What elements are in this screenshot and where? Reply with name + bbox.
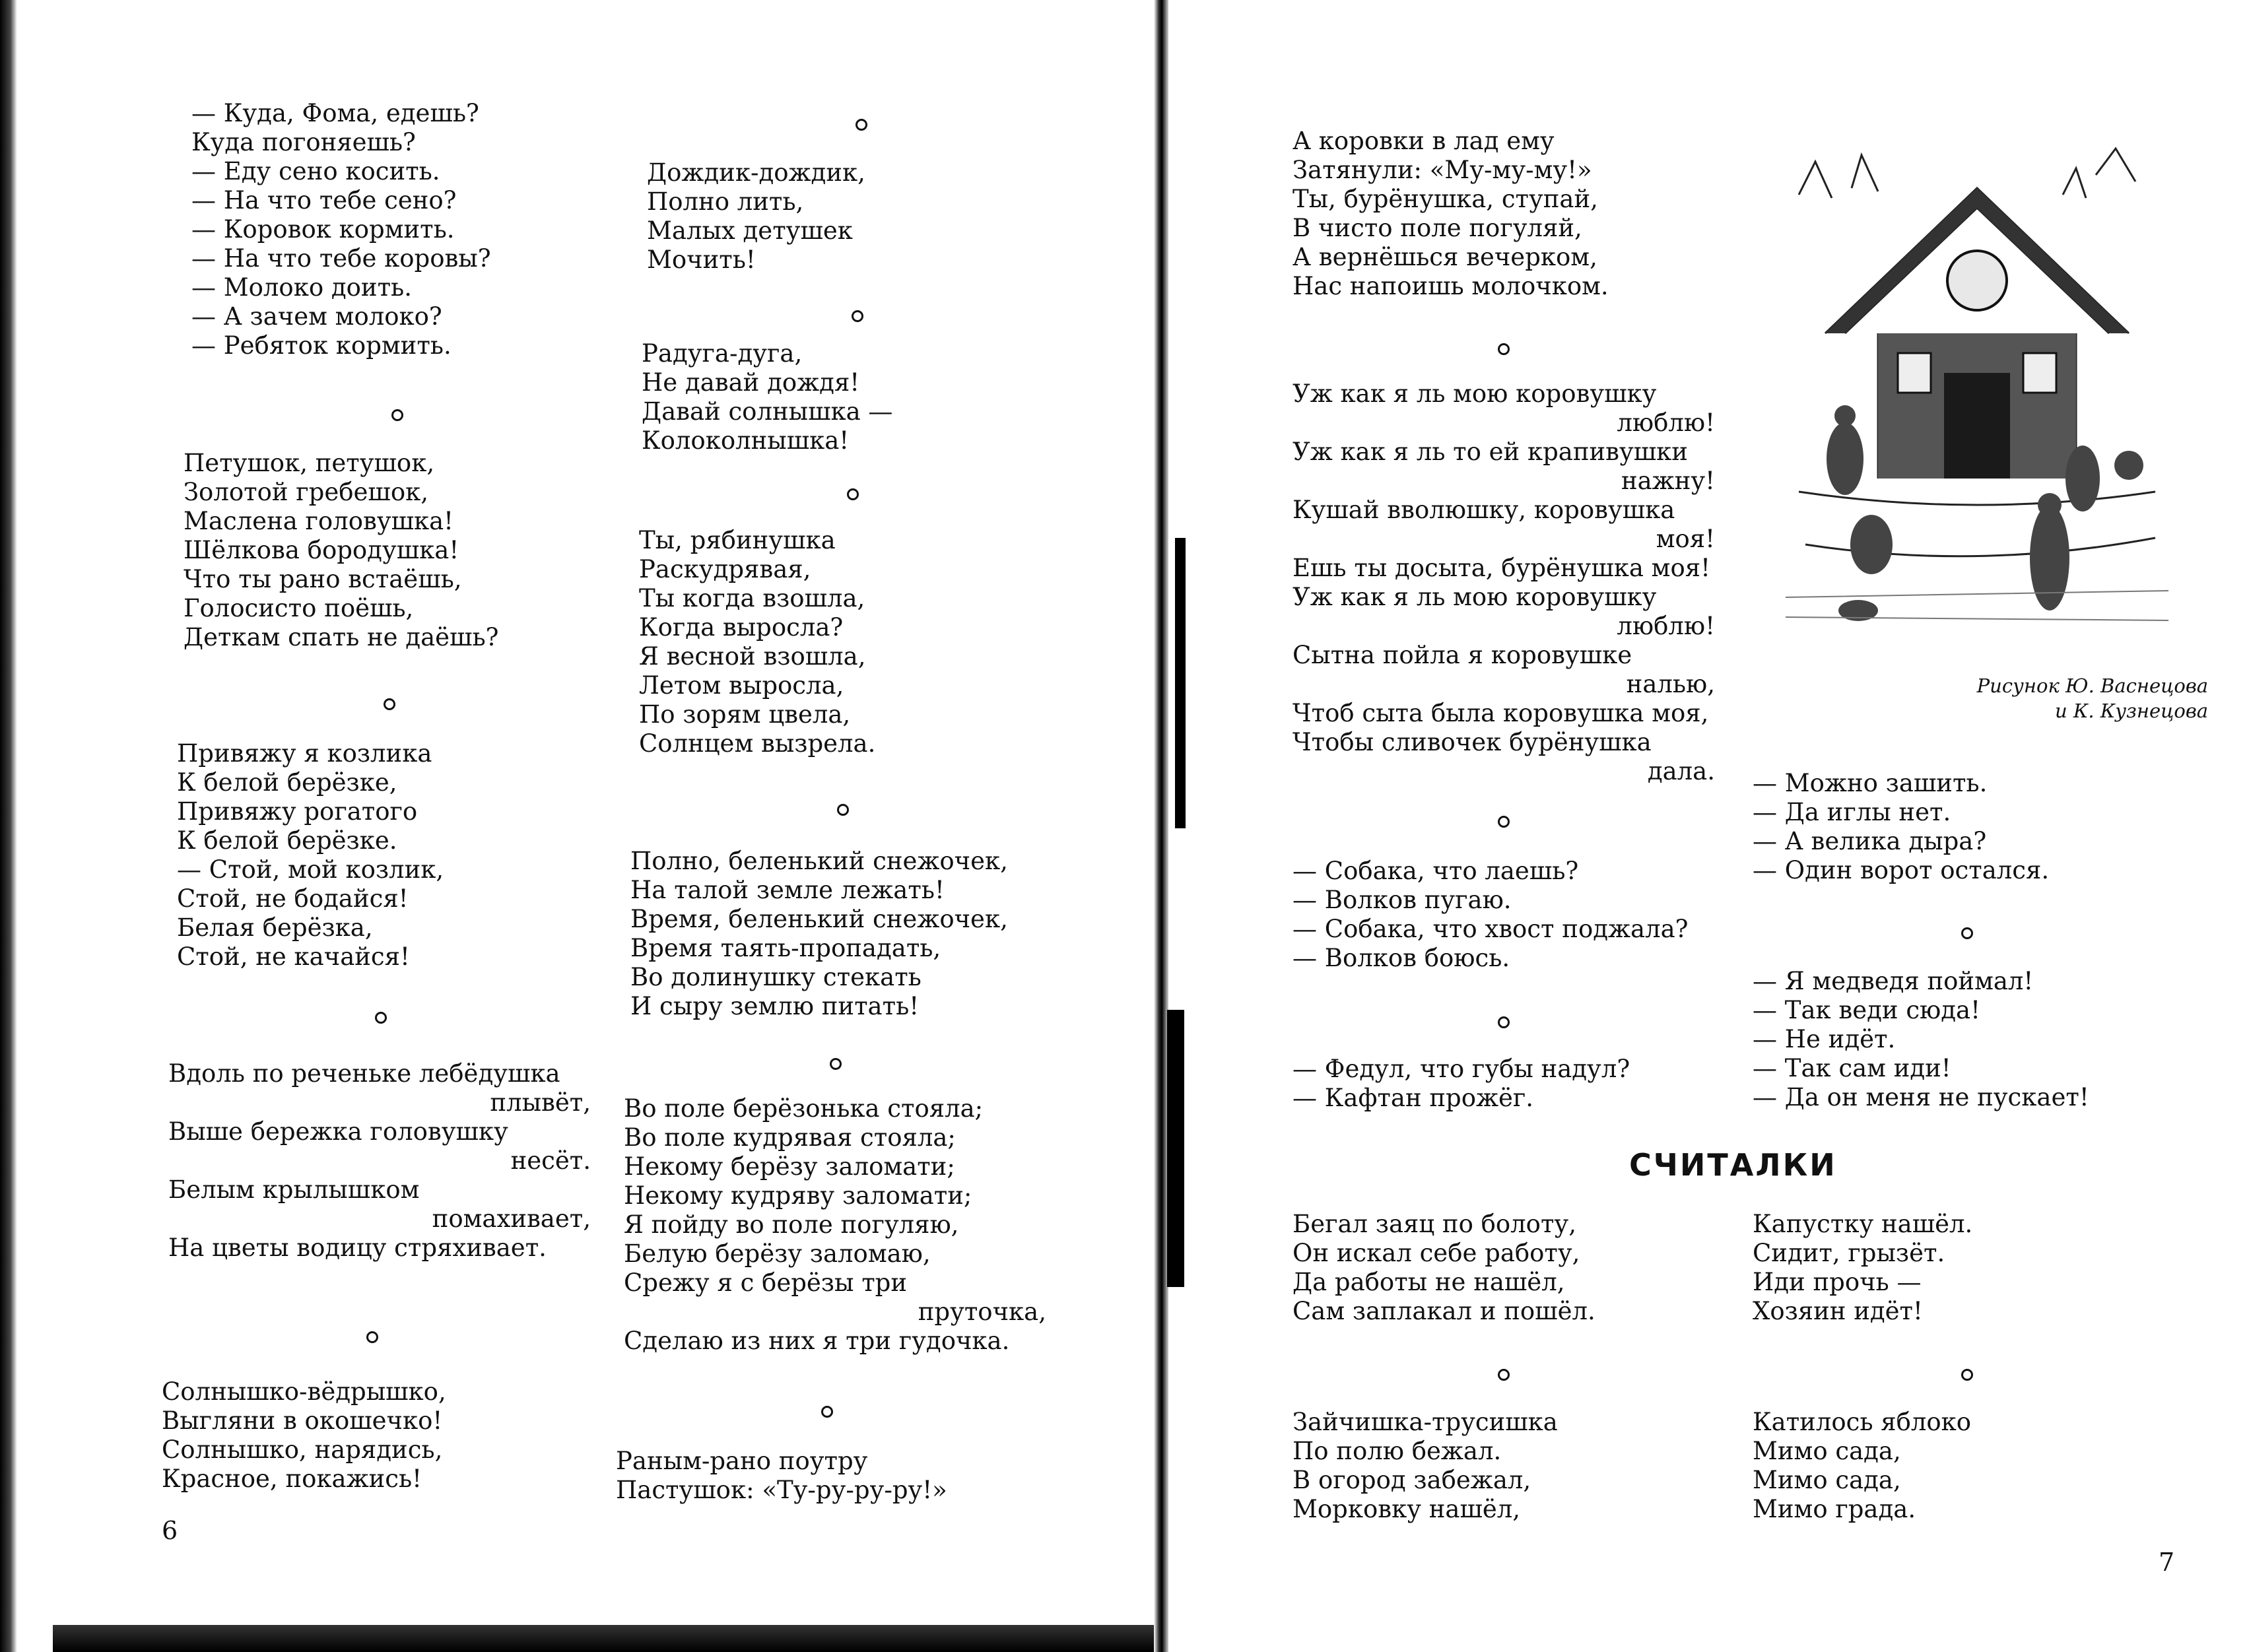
poem-line: — Да иглы нет. xyxy=(1753,798,1951,826)
poem-line: Пастушок: «Ту-ру-ру-ру!» xyxy=(616,1476,947,1504)
poem-line: Во долинушку стекать xyxy=(630,963,922,991)
section-separator-icon xyxy=(821,1406,833,1418)
poem-line: Морковку нашёл, xyxy=(1292,1495,1521,1523)
poem-line: Мимо града. xyxy=(1753,1495,1916,1523)
section-separator-icon xyxy=(1498,1016,1510,1028)
poem-line: налью, xyxy=(1626,670,1715,698)
section-separator-icon xyxy=(856,119,867,131)
section-separator-icon xyxy=(366,1331,378,1343)
poem-line: В огород забежал, xyxy=(1292,1466,1531,1494)
poem-line: Во поле кудрявая стояла; xyxy=(624,1123,956,1152)
page-number: 6 xyxy=(162,1516,178,1545)
section-separator-icon xyxy=(1961,1369,1973,1381)
right-page xyxy=(1158,0,2249,1652)
poem-line: Белую берёзу заломаю, xyxy=(624,1239,931,1268)
poem-line: Что ты рано встаёшь, xyxy=(184,565,462,593)
poem-line: Сам заплакал и пошёл. xyxy=(1292,1297,1595,1325)
poem-line: — Я медведя поймал! xyxy=(1753,967,2034,995)
poem-line: Не давай дождя! xyxy=(642,368,860,397)
poem-line: Золотой гребешок, xyxy=(184,478,428,506)
poem-line: — Можно зашить. xyxy=(1753,769,1988,797)
poem-line: несёт. xyxy=(510,1146,591,1175)
poem-line: Солнцем вызрела. xyxy=(639,729,876,758)
poem-line: Мимо сада, xyxy=(1753,1437,1901,1465)
rhyme-kapustka xyxy=(1753,1210,1972,1326)
poem-line: Выше бережка головушку xyxy=(168,1117,508,1146)
cow-barn-illustration xyxy=(1786,135,2168,627)
poem-line: Малых детушек xyxy=(647,216,853,245)
caption-line: Рисунок Ю. Васнецова xyxy=(1976,675,2208,697)
poem-line: пруточка, xyxy=(918,1298,1046,1326)
poem-line: Время таять-пропадать, xyxy=(630,934,941,962)
poem-line: моя! xyxy=(1656,525,1715,553)
gutter-mark xyxy=(1167,1010,1184,1287)
poem-line: Уж как я ль то ей крапивушки xyxy=(1292,438,1688,466)
poem-line: — Волков боюсь. xyxy=(1292,944,1510,972)
poem-line: Время, беленький снежочек, xyxy=(630,905,1008,933)
poem-line: Ешь ты досыта, бурёнушка моя! xyxy=(1292,554,1710,582)
section-separator-icon xyxy=(384,698,395,710)
poem-line: Иди прочь — xyxy=(1753,1268,1922,1296)
poem-line: — Не идёт. xyxy=(1753,1025,1896,1053)
poem-line: Срежу я с берёзы три xyxy=(624,1269,908,1297)
poem-line: Во поле берёзонька стояла; xyxy=(624,1094,984,1123)
poem-line: Уж как я ль мою коровушку xyxy=(1292,380,1657,408)
poem-zashit xyxy=(1753,769,2049,885)
poem-line: Катилось яблоко xyxy=(1753,1408,1972,1436)
poem-line: Летом выросла, xyxy=(639,671,844,700)
poem-line: Выгляни в окошечко! xyxy=(162,1406,443,1435)
poem-line: Мимо сада, xyxy=(1753,1466,1901,1494)
poem-line: — Куда, Фома, едешь? xyxy=(191,99,479,127)
section-separator-icon xyxy=(830,1058,842,1070)
section-separator-icon xyxy=(1498,816,1510,828)
poem-line: нажну! xyxy=(1621,467,1715,495)
poem-line: — Собака, что хвост поджала? xyxy=(1292,915,1689,943)
poem-line: Хозяин идёт! xyxy=(1753,1297,1923,1325)
poem-line: Привяжу я козлика xyxy=(177,739,432,768)
poem-medved xyxy=(1753,967,2089,1112)
poem-line: Сытна пойла я коровушке xyxy=(1292,641,1632,669)
poem-line: Бегал заяц по болоту, xyxy=(1292,1210,1576,1238)
poem-line: Давай солнышка — xyxy=(642,397,893,426)
poem-line: — Еду сено косить. xyxy=(191,157,440,185)
poem-ryabinushka xyxy=(639,526,875,758)
illustration-caption xyxy=(1852,673,2208,723)
poem-line: Некому берёзу заломати; xyxy=(624,1152,955,1181)
poem-snezhochek xyxy=(630,847,1053,1021)
poem-line: Красное, покажись! xyxy=(162,1465,422,1493)
poem-line: Солнышко-вёдрышко, xyxy=(162,1377,446,1406)
poem-line: Полно лить, xyxy=(647,187,804,216)
poem-line: Нас напоишь молочком. xyxy=(1292,272,1609,300)
poem-line: Чтоб сыта была коровушка моя, xyxy=(1292,699,1709,727)
poem-line: — На что тебе коровы? xyxy=(191,244,491,273)
poem-line: Белым крылышком xyxy=(168,1175,420,1204)
section-separator-icon xyxy=(391,409,403,421)
rhyme-zaychishka xyxy=(1292,1408,1558,1524)
poem-line: — Молоко доить. xyxy=(191,273,412,302)
section-separator-icon xyxy=(852,310,863,322)
poem-line: — Коровок кормить. xyxy=(191,215,455,244)
poem-line: — Собака, что лаешь? xyxy=(1292,857,1579,885)
poem-line: Ты, рябинушка xyxy=(639,526,836,554)
poem-line: Привяжу рогатого xyxy=(177,797,418,826)
gutter-mark xyxy=(1175,538,1186,828)
section-separator-icon xyxy=(1961,927,1973,939)
section-heading: СЧИТАЛКИ xyxy=(1629,1147,1837,1183)
poem-line: Чтобы сливочек бурёнушка xyxy=(1292,728,1652,756)
poem-line: Дождик-дождик, xyxy=(647,158,865,187)
poem-line: плывёт, xyxy=(490,1088,591,1117)
poem-line: Полно, беленький снежочек, xyxy=(630,847,1008,875)
poem-line: Да работы не нашёл, xyxy=(1292,1268,1565,1296)
poem-line: Затянули: «Му-му-му!» xyxy=(1292,156,1592,184)
poem-foma xyxy=(191,99,491,360)
section-separator-icon xyxy=(837,804,849,816)
poem-line: Маслена головушка! xyxy=(184,507,454,535)
caption-line: и К. Кузнецова xyxy=(2055,700,2208,722)
poem-solnyshko xyxy=(162,1377,446,1494)
poem-line: Стой, не качайся! xyxy=(177,942,410,971)
poem-line: А коровки в лад ему xyxy=(1292,127,1555,155)
poem-lebedushka xyxy=(168,1059,591,1263)
poem-korovki xyxy=(1292,127,1609,301)
poem-line: — А велика дыра? xyxy=(1753,827,1987,855)
poem-line: Ты когда взошла, xyxy=(639,584,865,612)
poem-berezonka xyxy=(624,1094,1046,1356)
poem-line: Раным-рано поутру xyxy=(616,1447,868,1475)
section-separator-icon xyxy=(847,488,859,500)
scan-shadow xyxy=(53,1625,1162,1652)
poem-line: — Волков пугаю. xyxy=(1292,886,1512,914)
poem-line: Радуга-дуга, xyxy=(642,339,803,368)
poem-line: По зорям цвела, xyxy=(639,700,851,729)
poem-line: Сделаю из них я три гудочка. xyxy=(624,1327,1010,1355)
poem-line: — Да он меня не пускает! xyxy=(1753,1083,2089,1111)
poem-line: Уж как я ль мою коровушку xyxy=(1292,583,1657,611)
poem-line: Сидит, грызёт. xyxy=(1753,1239,1945,1267)
poem-pastushok xyxy=(616,1447,947,1505)
poem-line: А вернёшься вечерком, xyxy=(1292,243,1597,271)
poem-petushok xyxy=(184,449,498,652)
poem-line: дала. xyxy=(1647,757,1715,785)
poem-line: Куда погоняешь? xyxy=(191,128,416,156)
poem-line: помахивает, xyxy=(432,1205,591,1233)
poem-line: Солнышко, нарядись, xyxy=(162,1436,443,1464)
poem-line: В чисто поле погуляй, xyxy=(1292,214,1582,242)
poem-line: — Кафтан прожёг. xyxy=(1292,1084,1534,1112)
poem-line: Я весной взошла, xyxy=(639,642,866,671)
poem-line: Ты, бурёнушка, ступай, xyxy=(1292,185,1598,213)
poem-kozlik xyxy=(177,739,444,972)
poem-line: Деткам спать не даёшь? xyxy=(184,623,499,651)
poem-sobaka xyxy=(1292,857,1689,973)
poem-korovushka xyxy=(1292,380,1715,786)
section-separator-icon xyxy=(1498,1369,1510,1381)
section-separator-icon xyxy=(1498,343,1510,355)
poem-line: Голосисто поёшь, xyxy=(184,594,414,622)
poem-line: Когда выросла? xyxy=(639,613,844,642)
poem-line: Он искал себе работу, xyxy=(1292,1239,1580,1267)
poem-line: Некому кудряву заломати; xyxy=(624,1181,972,1210)
poem-line: Раскудрявая, xyxy=(639,555,811,583)
poem-line: На талой земле лежать! xyxy=(630,876,945,904)
poem-fedul xyxy=(1292,1055,1630,1113)
poem-line: Я пойду во поле погуляю, xyxy=(624,1210,959,1239)
poem-line: люблю! xyxy=(1617,612,1715,640)
poem-line: — А зачем молоко? xyxy=(191,302,442,331)
poem-line: — Так сам иди! xyxy=(1753,1054,1951,1082)
page-number: 7 xyxy=(2159,1548,2175,1577)
poem-line: На цветы водицу стряхивает. xyxy=(168,1234,547,1262)
section-separator-icon xyxy=(375,1012,387,1024)
poem-line: — Один ворот остался. xyxy=(1753,856,2050,884)
poem-line: Колоколнышка! xyxy=(642,426,850,455)
rhyme-zayac xyxy=(1292,1210,1595,1326)
poem-line: — Ребяток кормить. xyxy=(191,331,452,360)
poem-line: По полю бежал. xyxy=(1292,1437,1502,1465)
rhyme-yabloko xyxy=(1753,1408,1971,1524)
poem-line: Капустку нашёл. xyxy=(1753,1210,1973,1238)
page-edge-shadow xyxy=(0,0,17,1652)
poem-line: К белой берёзке, xyxy=(177,768,397,797)
poem-line: Шёлкова бородушка! xyxy=(184,536,459,564)
poem-line: Зайчишка-трусишка xyxy=(1292,1408,1558,1436)
poem-dozhdik xyxy=(647,158,865,275)
poem-line: Мочить! xyxy=(647,246,756,274)
poem-line: — Федул, что губы надул? xyxy=(1292,1055,1630,1083)
poem-line: — Так веди сюда! xyxy=(1753,996,1980,1024)
poem-line: — На что тебе сено? xyxy=(191,186,457,215)
poem-raduga xyxy=(642,339,892,455)
poem-line: И сыру землю питать! xyxy=(630,992,920,1020)
poem-line: Кушай вволюшку, коровушка xyxy=(1292,496,1675,524)
poem-line: — Стой, мой козлик, xyxy=(177,855,444,884)
poem-line: люблю! xyxy=(1617,409,1715,437)
book-gutter xyxy=(1154,0,1168,1652)
poem-line: Вдоль по реченьке лебёдушка xyxy=(168,1059,560,1088)
poem-line: К белой берёзке. xyxy=(177,826,397,855)
poem-line: Белая берёзка, xyxy=(177,913,373,942)
poem-line: Стой, не бодайся! xyxy=(177,884,409,913)
poem-line: Петушок, петушок, xyxy=(184,449,435,477)
